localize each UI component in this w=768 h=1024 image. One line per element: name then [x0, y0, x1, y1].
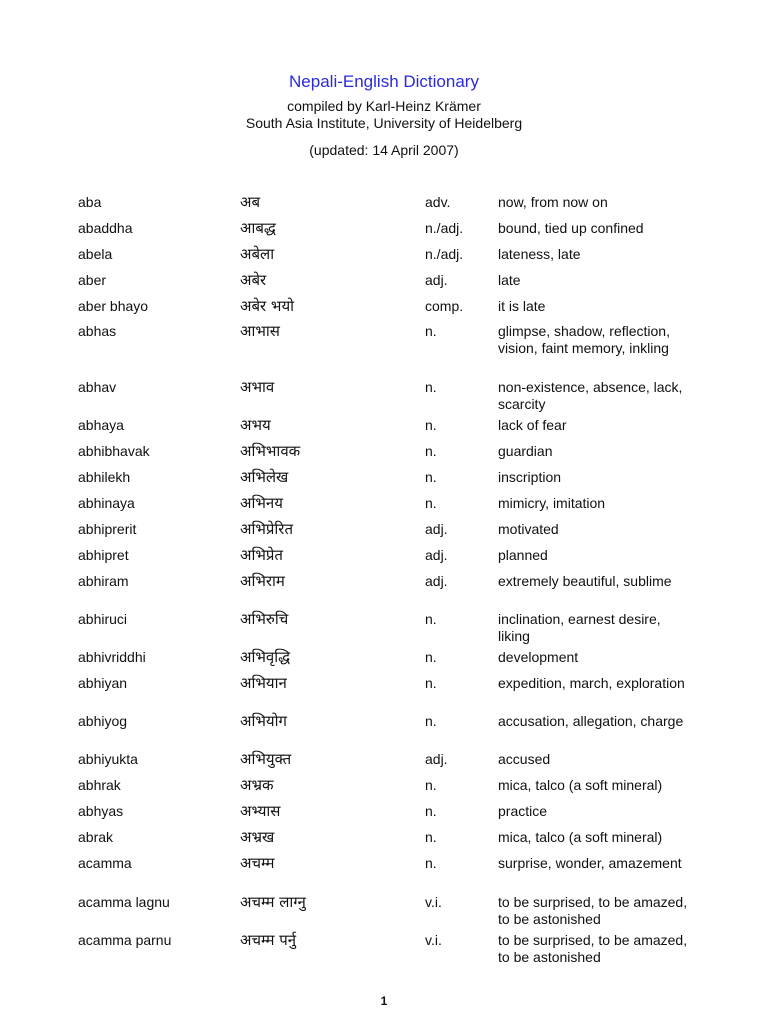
entry-definition: mica, talco (a soft mineral) [498, 777, 663, 793]
entry-devanagari: अभिभावक [240, 442, 301, 460]
entry-part-of-speech: n. [425, 713, 437, 729]
entry-romanized: abhiprerit [78, 521, 137, 537]
entry-part-of-speech: adj. [425, 521, 448, 537]
entry-devanagari: अभिनय [240, 494, 283, 512]
dictionary-entry [0, 673, 768, 711]
dictionary-entry [0, 647, 768, 673]
entry-definition: mica, talco (a soft mineral) [498, 829, 663, 845]
dictionary-entries [0, 192, 768, 968]
entry-part-of-speech: n. [425, 469, 437, 485]
entry-part-of-speech: v.i. [425, 894, 442, 910]
entry-romanized: acamma parnu [78, 932, 172, 948]
entry-part-of-speech: n. [425, 675, 437, 691]
institute-line: South Asia Institute, University of Heidelberg [245, 115, 523, 131]
entry-definition: inscription [498, 469, 562, 485]
entry-definition: to be surprised, to be amazed, to be astonished [498, 932, 688, 965]
entry-romanized: abhivriddhi [78, 649, 146, 665]
dictionary-entry [0, 415, 768, 441]
dictionary-entry [0, 377, 768, 415]
entry-definition: planned [498, 547, 548, 563]
entry-devanagari: अभिरुचि [240, 610, 289, 628]
entry-romanized: abhipret [78, 547, 129, 563]
entry-part-of-speech: adv. [425, 194, 451, 210]
entry-definition: lack of fear [498, 417, 567, 433]
entry-devanagari: अचम्म पर्नु [240, 931, 297, 949]
entry-devanagari: अभय [240, 416, 271, 434]
entry-devanagari: अभिराम [240, 572, 285, 590]
entry-romanized: abhrak [78, 777, 121, 793]
entry-part-of-speech: adj. [425, 573, 448, 589]
dictionary-entry [0, 192, 768, 218]
entry-devanagari: आभास [240, 322, 280, 340]
entry-romanized: abhibhavak [78, 443, 150, 459]
updated-line: (updated: 14 April 2007) [309, 142, 459, 158]
entry-romanized: acamma [78, 855, 132, 871]
entry-definition: development [498, 649, 579, 665]
dictionary-entry [0, 467, 768, 493]
entry-part-of-speech: v.i. [425, 932, 442, 948]
entry-devanagari: अभिप्रेरित [240, 520, 293, 538]
entry-definition: motivated [498, 521, 559, 537]
entry-devanagari: अचम्म लाग्नु [240, 893, 306, 911]
entry-part-of-speech: n./adj. [425, 220, 464, 236]
entry-romanized: aber bhayo [78, 298, 149, 314]
entry-definition: it is late [498, 298, 546, 314]
entry-romanized: abhinaya [78, 495, 135, 511]
entry-romanized: abhiyan [78, 675, 128, 691]
dictionary-entry [0, 892, 768, 930]
entry-part-of-speech: n. [425, 777, 437, 793]
entry-devanagari: अभिलेख [240, 468, 289, 486]
entry-romanized: abhiram [78, 573, 129, 589]
entry-romanized: abhas [78, 323, 117, 339]
dictionary-entry [0, 827, 768, 853]
dictionary-entry [0, 711, 768, 749]
entry-part-of-speech: adj. [425, 547, 448, 563]
entry-romanized: abela [78, 246, 113, 262]
entry-definition: extremely beautiful, sublime [498, 573, 672, 589]
entry-definition: accusation, allegation, charge [498, 713, 684, 729]
entry-part-of-speech: adj. [425, 751, 448, 767]
entry-part-of-speech: n. [425, 443, 437, 459]
entry-devanagari: अभिवृद्धि [240, 648, 291, 666]
entry-part-of-speech: n. [425, 855, 437, 871]
dictionary-entry [0, 571, 768, 609]
dictionary-entry [0, 609, 768, 647]
entry-romanized: abhyas [78, 803, 124, 819]
entry-definition: mimicry, imitation [498, 495, 606, 511]
entry-definition: non-existence, absence, lack, scarcity [498, 379, 683, 412]
entry-romanized: abhiyog [78, 713, 128, 729]
entry-romanized: acamma lagnu [78, 894, 170, 910]
entry-romanized: abhiyukta [78, 751, 138, 767]
document-header [0, 72, 768, 159]
entry-definition: bound, tied up confined [498, 220, 644, 236]
entry-part-of-speech: n. [425, 803, 437, 819]
entry-part-of-speech: n. [425, 379, 437, 395]
dictionary-entry [0, 493, 768, 519]
entry-definition: late [498, 272, 521, 288]
entry-devanagari: अभ्रक [240, 776, 274, 794]
dictionary-entry [0, 519, 768, 545]
entry-romanized: abhiruci [78, 611, 128, 627]
entry-part-of-speech: adj. [425, 272, 448, 288]
entry-romanized: abhilekh [78, 469, 131, 485]
entry-devanagari: आबद्ध [240, 219, 276, 237]
entry-devanagari: अबेर भयो [240, 297, 295, 315]
entry-definition: expedition, march, exploration [498, 675, 685, 691]
entry-definition: guardian [498, 443, 553, 459]
entry-part-of-speech: n. [425, 495, 437, 511]
entry-part-of-speech: n. [425, 649, 437, 665]
entry-devanagari: अभ्यास [240, 802, 281, 820]
entry-definition: glimpse, shadow, reflection, vision, faint memory, inkling [498, 323, 670, 356]
entry-romanized: abhaya [78, 417, 124, 433]
entry-romanized: abaddha [78, 220, 133, 236]
entry-definition: surprise, wonder, amazement [498, 855, 682, 871]
entry-romanized: aba [78, 194, 102, 210]
entry-part-of-speech: comp. [425, 298, 464, 314]
dictionary-entry [0, 749, 768, 775]
entry-definition: inclination, earnest desire, liking [498, 611, 661, 644]
dictionary-entry [0, 441, 768, 467]
entry-part-of-speech: n./adj. [425, 246, 464, 262]
document-title: Nepali-English Dictionary [289, 72, 479, 91]
entry-part-of-speech: n. [425, 611, 437, 627]
entry-devanagari: अचम्म [240, 854, 275, 872]
dictionary-entry [0, 296, 768, 321]
entry-romanized: abhav [78, 379, 117, 395]
entry-definition: to be surprised, to be amazed, to be astonished [498, 894, 688, 927]
entry-devanagari: अभियुक्त [240, 750, 292, 768]
dictionary-entry [0, 321, 768, 377]
dictionary-entry [0, 270, 768, 296]
entry-devanagari: अभियान [240, 674, 287, 692]
entry-part-of-speech: n. [425, 417, 437, 433]
entry-part-of-speech: n. [425, 323, 437, 339]
dictionary-entry [0, 218, 768, 244]
entry-devanagari: अभ्रख [240, 828, 275, 846]
dictionary-entry [0, 930, 768, 968]
entry-devanagari: अबेर [240, 271, 267, 289]
entry-devanagari: अभाव [240, 378, 275, 396]
entry-definition: lateness, late [498, 246, 581, 262]
entry-devanagari: अभिप्रेत [240, 546, 283, 564]
dictionary-entry [0, 545, 768, 571]
entry-devanagari: अब [240, 193, 261, 211]
entry-romanized: abrak [78, 829, 114, 845]
dictionary-entry [0, 244, 768, 270]
dictionary-entry [0, 801, 768, 827]
entry-definition: now, from now on [498, 194, 608, 210]
entry-romanized: aber [78, 272, 107, 288]
dictionary-entry [0, 853, 768, 892]
entry-part-of-speech: n. [425, 829, 437, 845]
entry-definition: accused [498, 751, 551, 767]
entry-devanagari: अबेला [240, 245, 275, 263]
dictionary-entry [0, 775, 768, 801]
compiler-line: compiled by Karl-Heinz Krämer [287, 98, 481, 114]
page-number: 1 [380, 994, 388, 1008]
entry-devanagari: अभियोग [240, 712, 287, 730]
entry-definition: practice [498, 803, 548, 819]
